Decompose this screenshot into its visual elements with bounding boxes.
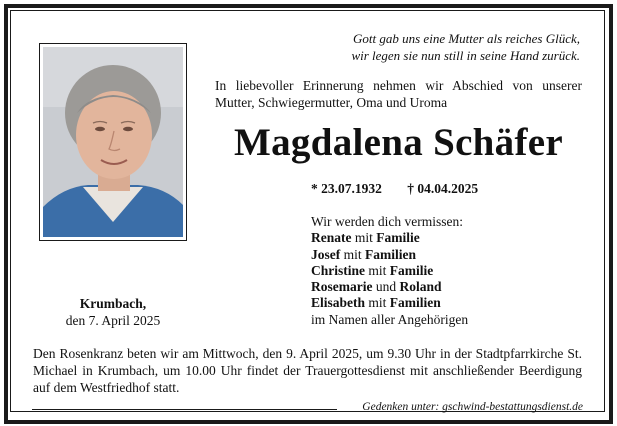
mourner-entry bbox=[311, 230, 581, 246]
portrait-frame bbox=[39, 43, 187, 241]
mourner-name: Josef bbox=[311, 246, 341, 262]
notice-date: den 7. April 2025 bbox=[65, 312, 161, 328]
footer-rule bbox=[32, 409, 337, 410]
mourner-family: Familien bbox=[365, 246, 417, 262]
poem-quote bbox=[240, 30, 580, 64]
death-date: † 04.04.2025 bbox=[407, 181, 479, 196]
mourner-name: Christine bbox=[311, 262, 365, 278]
mourner-family: Familie bbox=[376, 230, 420, 246]
mourner-conjunction: mit bbox=[351, 230, 377, 246]
mourner-conjunction: mit bbox=[365, 295, 390, 311]
mourner-conjunction: mit bbox=[365, 262, 390, 278]
mourner-name: Rosemarie bbox=[311, 279, 373, 295]
service-details: Den Rosenkranz beten wir am Mittwoch, den 9. April 2025, um 9.30 Uhr in der Stadtpfarrkirche St. Michael in Krumbach, um 10.00 Uhr findet der Trauergottesdienst mit anschließender Beerdigung auf dem Westfriedhof statt. bbox=[33, 346, 582, 395]
mourner-entry bbox=[311, 295, 581, 311]
birth-date: * 23.07.1932 bbox=[311, 181, 382, 196]
portrait-photo bbox=[43, 47, 183, 237]
mourner-name: Elisabeth bbox=[311, 295, 366, 311]
place-and-date bbox=[39, 296, 187, 329]
mourners-closing: im Namen aller Angehörigen bbox=[311, 311, 469, 327]
mourner-family: Familie bbox=[389, 262, 434, 278]
mourner-family: Familien bbox=[389, 295, 441, 311]
mourners-heading: Wir werden dich vermissen: bbox=[311, 214, 464, 229]
mourner-conjunction: und bbox=[372, 279, 400, 295]
mourner-entry bbox=[311, 279, 581, 295]
quote-line-2: wir legen sie nun still in seine Hand zurück. bbox=[351, 48, 580, 63]
deceased-name: Magdalena Schäfer bbox=[234, 121, 563, 164]
mourner-family: Roland bbox=[399, 279, 442, 295]
life-dates bbox=[311, 180, 581, 197]
mourner-conjunction: mit bbox=[340, 246, 366, 262]
intro-text: In liebevoller Erinnerung nehmen wir Abschied von unserer Mutter, Schwiegermutter, Oma und Uroma bbox=[215, 78, 582, 110]
mourner-entry bbox=[311, 263, 581, 279]
mourner-entry bbox=[311, 247, 581, 263]
mourners-list bbox=[311, 214, 581, 328]
memorial-link: Gedenken unter: gschwind-bestattungsdienst.de bbox=[362, 401, 583, 413]
place-town: Krumbach, bbox=[79, 296, 147, 311]
quote-line-1: Gott gab uns eine Mutter als reiches Glück, bbox=[353, 31, 580, 46]
mourner-name: Renate bbox=[311, 230, 352, 246]
